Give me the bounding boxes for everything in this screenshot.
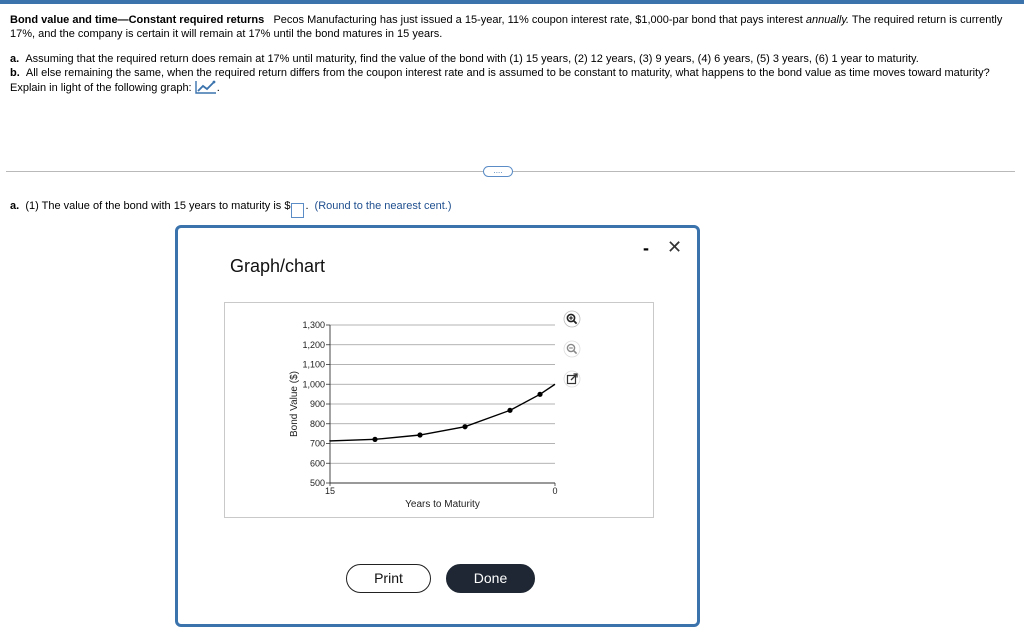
dialog-title: Graph/chart	[230, 256, 326, 276]
data-point	[417, 432, 422, 437]
answer-line: a. (1) The value of the bond with 15 years to maturity is $ . (Round to the nearest cent.)	[10, 199, 452, 218]
problem-parts	[10, 52, 1010, 95]
x-axis-label: Years to Maturity	[405, 499, 480, 510]
y-tick-label: 600	[309, 458, 325, 469]
data-point	[462, 424, 467, 429]
data-point	[372, 437, 377, 442]
done-button[interactable]: Done	[446, 564, 535, 593]
graph-link-icon[interactable]	[195, 80, 217, 94]
part-b: b. All else remaining the same, when the required return differs from the coupon interest rate and is assumed to be constant to maturity, what happens to the bond value as time moves toward maturity? Explain in light of the following graph: .	[10, 67, 990, 94]
x-tick-label: 0	[552, 486, 558, 496]
close-icon[interactable]: ✕	[667, 237, 683, 257]
y-tick-label: 1,300	[302, 320, 325, 330]
y-tick-label: 1,100	[302, 359, 325, 370]
minimize-icon[interactable]: -	[643, 238, 649, 258]
y-tick-label: 1,200	[302, 339, 325, 350]
answer-prompt: (1) The value of the bond with 15 years to maturity is $	[25, 200, 291, 212]
top-accent-bar	[0, 0, 1024, 4]
y-tick-label: 1,000	[302, 379, 325, 390]
zoom-out-icon[interactable]	[563, 340, 581, 358]
bond-value-answer-input[interactable]	[291, 203, 304, 218]
y-tick-label: 500	[309, 478, 325, 488]
data-point	[537, 392, 542, 397]
graph-chart-dialog	[175, 225, 700, 627]
print-button[interactable]: Print	[346, 564, 431, 593]
y-tick-label: 700	[309, 438, 325, 449]
y-tick-label: 900	[309, 399, 325, 409]
part-a: a. Assuming that the required return does remain at 17% until maturity, find the value of the bond with (1) 15 years, (2) 12 years, (3) 9 years, (4) 6 years, (5) 3 years, (6) 1 year to maturity.	[10, 53, 919, 65]
zoom-in-icon[interactable]	[563, 310, 581, 328]
y-axis-label: Bond Value ($)	[289, 371, 300, 437]
data-point	[507, 408, 512, 413]
y-tick-label: 800	[309, 418, 325, 429]
open-external-icon[interactable]	[563, 370, 581, 388]
rounding-hint: (Round to the nearest cent.)	[314, 200, 452, 212]
bond-value-chart	[225, 303, 655, 519]
problem-title: Bond value and time—Constant required returns	[10, 14, 265, 26]
problem-statement	[10, 13, 1010, 95]
chart-frame	[224, 302, 654, 518]
problem-intro: Bond value and time—Constant required returns Pecos Manufacturing has just issued a 15-year, 11% coupon interest rate, $1,000-par bond that pays interest annually. The required return is currently 17%, and the company is certain it will remain at 17% until the bond matures in 15 years.	[10, 14, 1003, 40]
expand-more-button[interactable]: ....	[483, 166, 513, 177]
bond-value-line	[330, 384, 555, 441]
x-tick-label: 15	[324, 486, 336, 496]
